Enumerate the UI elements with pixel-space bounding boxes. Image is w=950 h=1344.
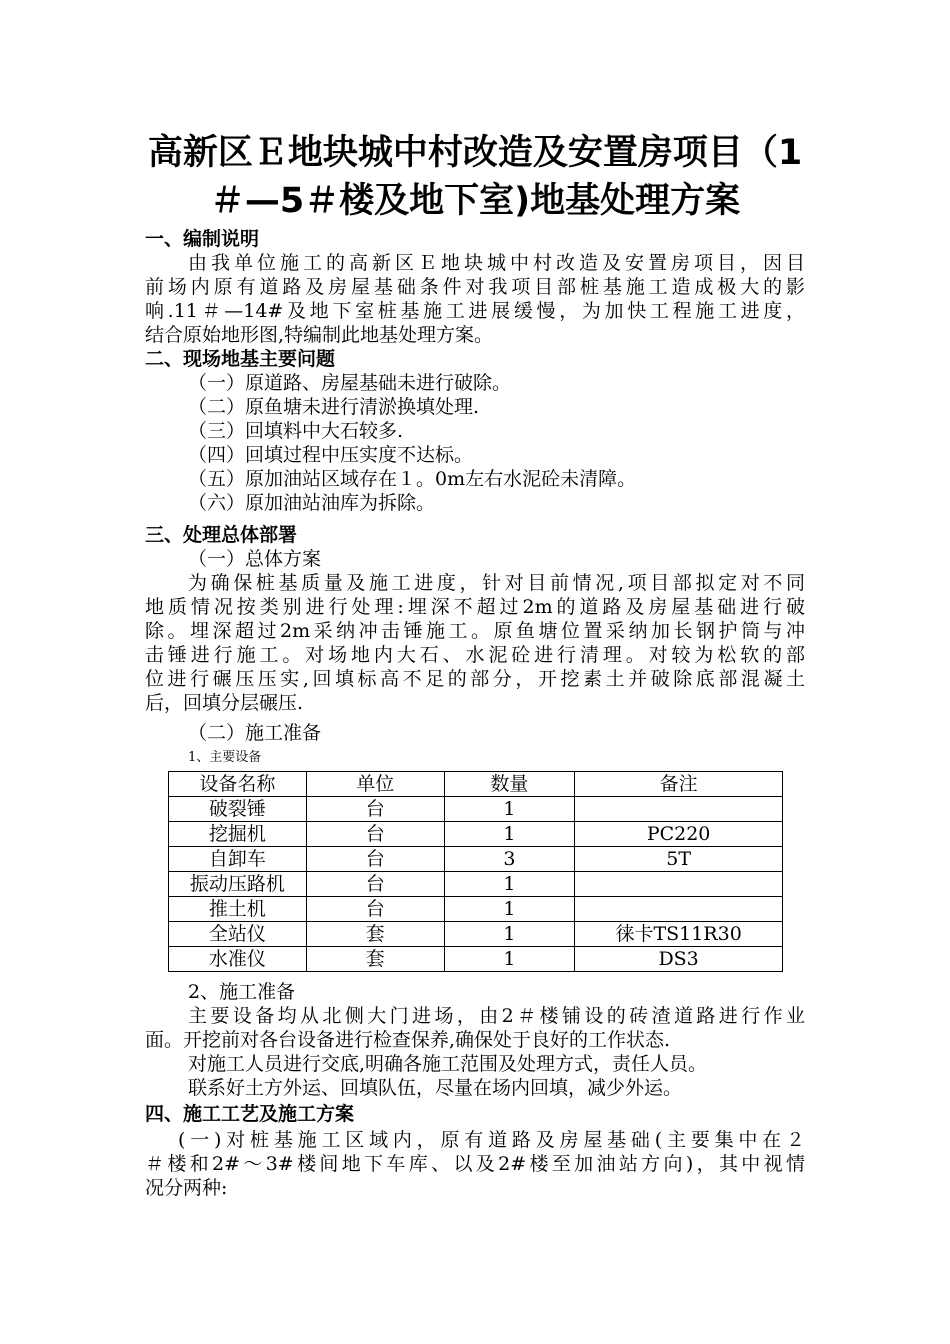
equipment-table — [168, 771, 783, 972]
table-cell: 1 — [444, 947, 575, 972]
prep-caption: 2、施工准备 — [188, 981, 296, 1003]
paragraph-line: (一)对桩基施工区域内，原有道路及房屋基础(主要集中在２ — [178, 1129, 805, 1151]
table-cell: 3 — [444, 847, 575, 872]
paragraph-line: 况分两种: — [145, 1177, 228, 1199]
table-cell: 台 — [306, 797, 444, 822]
table-cell: 破裂锤 — [169, 797, 307, 822]
list-item: （二）原鱼塘未进行清淤换填处理. — [188, 396, 480, 418]
table-row — [169, 897, 783, 922]
table-cell: 水准仪 — [169, 947, 307, 972]
table-header-cell: 设备名称 — [169, 772, 307, 797]
table-row — [169, 872, 783, 897]
table-row — [169, 947, 783, 972]
paragraph-line: 前场内原有道路及房屋基础条件对我项目部桩基施工造成极大的影 — [145, 276, 805, 298]
table-cell: 1 — [444, 822, 575, 847]
subheading-overall-plan: （一）总体方案 — [188, 548, 322, 570]
document-title-line-2: ＃—5＃楼及地下室)地基处理方案 — [209, 181, 741, 221]
table-cell — [575, 897, 783, 922]
table-cell: DS3 — [575, 947, 783, 972]
table-cell: 自卸车 — [169, 847, 307, 872]
paragraph-line: 对施工人员进行交底,明确各施工范围及处理方式，责任人员。 — [188, 1053, 708, 1075]
table-cell: 1 — [444, 872, 575, 897]
table-row — [169, 797, 783, 822]
section-heading-4: 四、施工工艺及施工方案 — [145, 1103, 355, 1125]
table-cell: 台 — [306, 847, 444, 872]
paragraph-line: 由我单位施工的高新区Ｅ地块城中村改造及安置房项目，因目 — [188, 252, 805, 274]
table-cell: 挖掘机 — [169, 822, 307, 847]
list-item: （六）原加油站油库为拆除。 — [188, 492, 436, 514]
table-header-cell: 数量 — [444, 772, 575, 797]
table-cell: 振动压路机 — [169, 872, 307, 897]
paragraph-line: 后，回填分层碾压. — [145, 692, 304, 714]
table-cell: 台 — [306, 897, 444, 922]
table-cell: 套 — [306, 922, 444, 947]
list-item: （五）原加油站区域存在１。0m左右水泥砼未清障。 — [188, 468, 637, 490]
table-row — [169, 922, 783, 947]
paragraph-line: 联系好土方外运、回填队伍，尽量在场内回填，减少外运。 — [188, 1077, 683, 1099]
list-item: （四）回填过程中压实度不达标。 — [188, 444, 474, 466]
table-cell: 台 — [306, 872, 444, 897]
subheading-construction-prep: （二）施工准备 — [188, 722, 322, 744]
table-header-row — [169, 772, 783, 797]
table-cell: 套 — [306, 947, 444, 972]
paragraph-line: 位进行碾压压实,回填标高不足的部分，开挖素土并破除底部混凝土 — [145, 668, 805, 690]
table-header-cell: 备注 — [575, 772, 783, 797]
section-heading-3: 三、处理总体部署 — [145, 524, 298, 546]
equipment-caption: 1、主要设备 — [188, 750, 262, 765]
table-cell — [575, 872, 783, 897]
table-cell: PC220 — [575, 822, 783, 847]
paragraph-line: 主要设备均从北侧大门进场，由2＃楼铺设的砖渣道路进行作业 — [188, 1005, 805, 1027]
table-cell: 全站仪 — [169, 922, 307, 947]
paragraph-line: ＃楼和2#～3#楼间地下车库、以及2#楼至加油站方向)，其中视情 — [145, 1153, 805, 1175]
table-cell: 1 — [444, 897, 575, 922]
paragraph-line: 结合原始地形图,特编制此地基处理方案。 — [145, 324, 494, 346]
section-heading-1: 一、编制说明 — [145, 228, 260, 250]
paragraph-line: 响.11＃—14#及地下室桩基施工进展缓慢，为加快工程施工进度， — [145, 300, 805, 322]
table-header-cell: 单位 — [306, 772, 444, 797]
table-cell: 推土机 — [169, 897, 307, 922]
table-row — [169, 847, 783, 872]
table-cell: 台 — [306, 822, 444, 847]
table-cell: 1 — [444, 797, 575, 822]
paragraph-line: 除。埋深超过2m采纳冲击锤施工。原鱼塘位置采纳加长钢护筒与冲 — [145, 620, 805, 642]
list-item: （一）原道路、房屋基础未进行破除。 — [188, 372, 512, 394]
section-heading-2: 二、现场地基主要问题 — [145, 348, 336, 370]
list-item: （三）回填料中大石较多. — [188, 420, 404, 442]
paragraph-line: 地质情况按类别进行处理:埋深不超过2m的道路及房屋基础进行破 — [145, 596, 805, 618]
document-title-line-1: 高新区Ｅ地块城中村改造及安置房项目（1 — [147, 133, 803, 173]
table-cell: 5T — [575, 847, 783, 872]
paragraph-line: 面。开挖前对各台设备进行检查保养,确保处于良好的工作状态. — [145, 1029, 671, 1051]
paragraph-line: 为确保桩基质量及施工进度，针对目前情况,项目部拟定对不同 — [188, 572, 805, 594]
table-row — [169, 822, 783, 847]
table-cell: 徕卡TS11R30 — [575, 922, 783, 947]
table-cell: 1 — [444, 922, 575, 947]
paragraph-line: 击锤进行施工。对场地内大石、水泥砼进行清理。对较为松软的部 — [145, 644, 805, 666]
table-cell — [575, 797, 783, 822]
